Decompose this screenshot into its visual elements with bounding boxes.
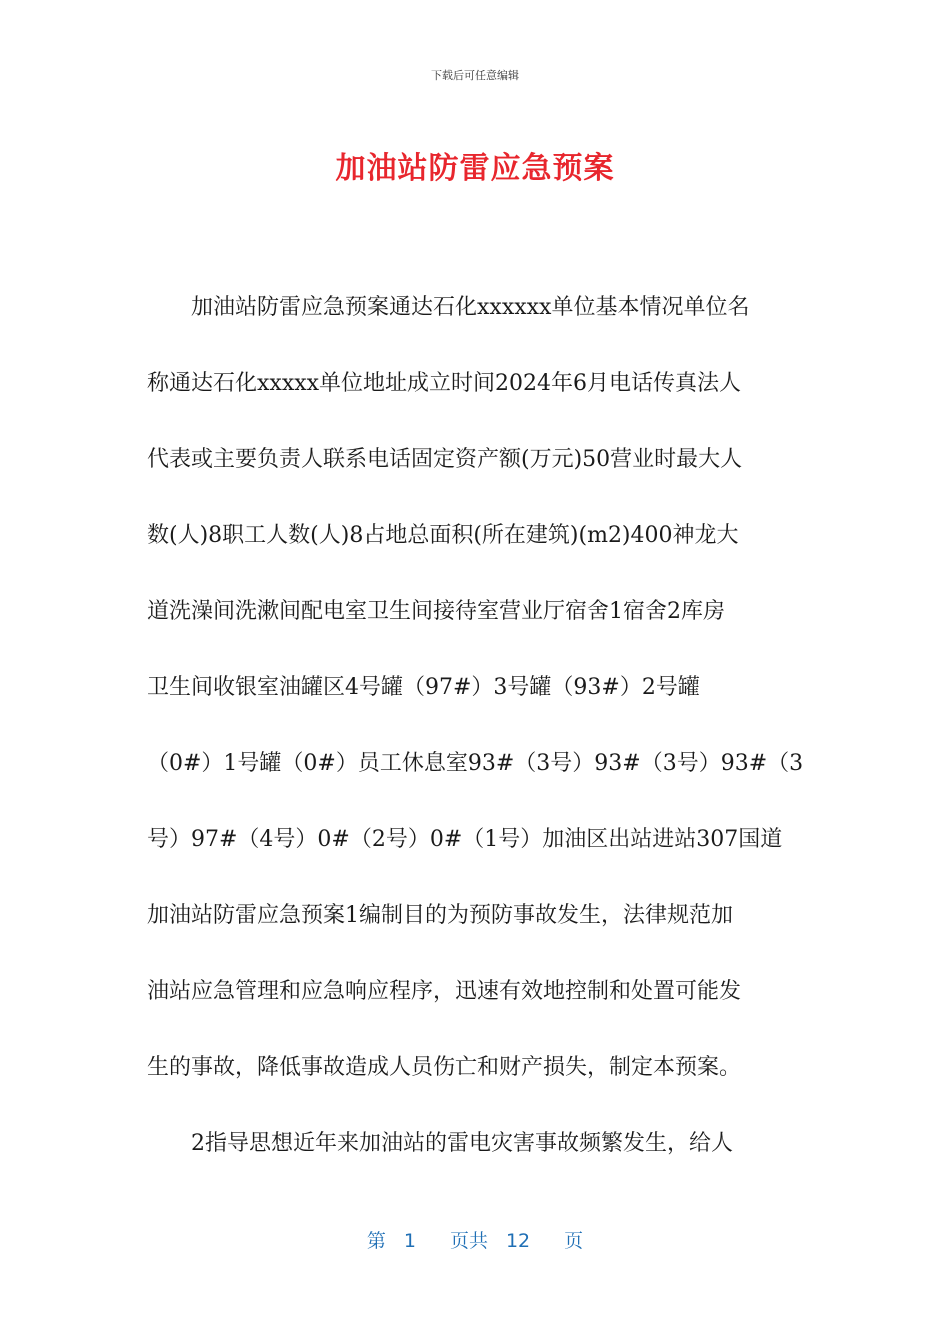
footer-page-number: 1 (403, 1230, 416, 1252)
page-footer (0, 1226, 950, 1253)
footer-ye-gong: 页共 (449, 1230, 488, 1252)
body-line: 道洗澡间洗漱间配电室卫生间接待室营业厅宿舍1宿舍2库房 (147, 599, 725, 624)
document-body (147, 270, 807, 1182)
body-line: 称通达石化xxxxx单位地址成立时间2024年6月电话传真法人 (147, 371, 742, 396)
header-note: 下载后可任意编辑 (431, 69, 519, 82)
body-line: 代表或主要负责人联系电话固定资产额(万元)50营业时最大人 (147, 447, 743, 472)
body-line: 数(人)8职工人数(人)8占地总面积(所在建筑)(m2)400神龙大 (147, 523, 739, 548)
body-line: 卫生间收银室油罐区4号罐（97#）3号罐（93#）2号罐 (147, 675, 700, 700)
body-line: 加油站防雷应急预案通达石化xxxxxx单位基本情况单位名 (191, 295, 750, 320)
footer-di: 第 (366, 1230, 386, 1252)
footer-total-pages: 12 (505, 1230, 531, 1252)
footer-ye: 页 (564, 1230, 584, 1252)
body-line: 号）97#（4号）0#（2号）0#（1号）加油区出站进站307国道 (147, 827, 783, 852)
document-title: 加油站防雷应急预案 (335, 151, 615, 186)
body-line: 加油站防雷应急预案1编制目的为预防事故发生，法律规范加 (147, 903, 733, 928)
body-line: 生的事故，降低事故造成人员伤亡和财产损失，制定本预案。 (147, 1055, 742, 1080)
body-line: 2指导思想近年来加油站的雷电灾害事故频繁发生，给人 (191, 1131, 733, 1156)
body-line: （0#）1号罐（0#）员工休息室93#（3号）93#（3号）93#（3 (147, 751, 804, 776)
body-line: 油站应急管理和应急响应程序，迅速有效地控制和处置可能发 (147, 979, 742, 1004)
